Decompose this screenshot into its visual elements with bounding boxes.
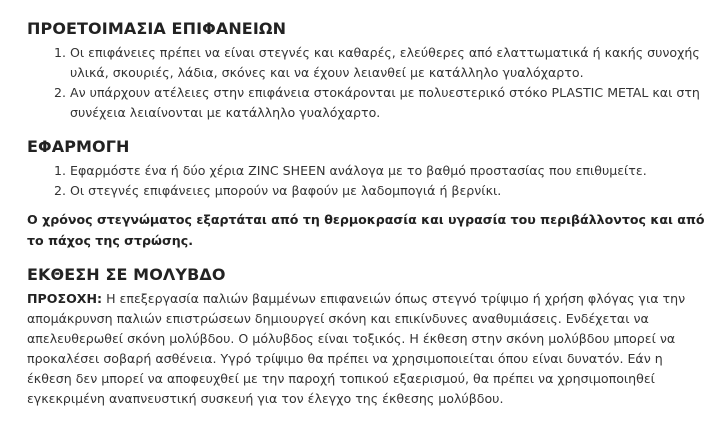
- lead-warning-paragraph: [27, 289, 705, 409]
- surface-preparation-list: [27, 43, 705, 123]
- warning-text: Η επεξεργασία παλιών βαμμένων επιφανειών όπως στεγνό τρίψιμο ή χρήση φλόγας για την απομάκρυνση παλιών επιστρώσεων δημιουργεί σκόνη και επικίνδυνες αναθυμιάσεις. Ενδέχεται να απελευθερωθεί σκόνη μολύβδου. Ο μόλυβδος είναι τοξικός. Η έκθεση στην σκόνη μολύβδου μπορεί να προκαλέσει σοβαρή ασθένεια. Υγρό τρίψιμο θα πρέπει να χρησιμοποιείται όπου είναι δυνατόν. Εάν η έκθεση δεν μπορεί να αποφευχθεί με την παροχή τοπικού εξαερισμού, θα πρέπει να χρησιμοποιηθεί εγκεκριμένη αναπνευστική συσκευή για τον έλεγχο της έκθεσης μολύβδου.: [27, 291, 686, 406]
- lead-exposure-section: [27, 264, 705, 409]
- application-heading: ΕΦΑΡΜΟΓΗ: [27, 137, 130, 156]
- list-item: 2. Οι στεγνές επιφάνειες μπορούν να βαφούν με λαδομπογιά ή βερνίκι.: [70, 181, 705, 201]
- list-item: 2. Αν υπάρχουν ατέλειες στην επιφάνεια στοκάρονται με πολυεστερικό στόκο PLASTIC METAL και στη συνέχεια λειαίνονται με κατάλληλο γυαλόχαρτο.: [70, 83, 705, 123]
- drying-time-note: Ο χρόνος στεγνώματος εξαρτάται από τη θερμοκρασία και υγρασία του περιβάλλοντος και από το πάχος της στρώσης.: [27, 212, 705, 248]
- list-item: 1. Οι επιφάνειες πρέπει να είναι στεγνές και καθαρές, ελεύθερες από ελαττωματικά ή κακής συνοχής υλικά, σκουριές, λάδια, σκόνες και να έχουν λειανθεί με κατάλληλο γυαλόχαρτο.: [70, 43, 705, 83]
- application-section: [27, 136, 705, 251]
- lead-exposure-heading: ΕΚΘΕΣΗ ΣΕ ΜΟΛΥΒΔΟ: [27, 265, 226, 284]
- list-item: 1. Εφαρμόστε ένα ή δύο χέρια ZINC SHEEN ανάλογα με το βαθμό προστασίας που επιθυμείτε.: [70, 161, 705, 181]
- surface-preparation-section: [27, 18, 705, 123]
- warning-label: ΠΡΟΣΟΧΗ:: [27, 291, 103, 306]
- surface-preparation-heading: ΠΡΟΕΤΟΙΜΑΣΙΑ ΕΠΙΦΑΝΕΙΩΝ: [27, 19, 287, 38]
- application-list: [27, 161, 705, 201]
